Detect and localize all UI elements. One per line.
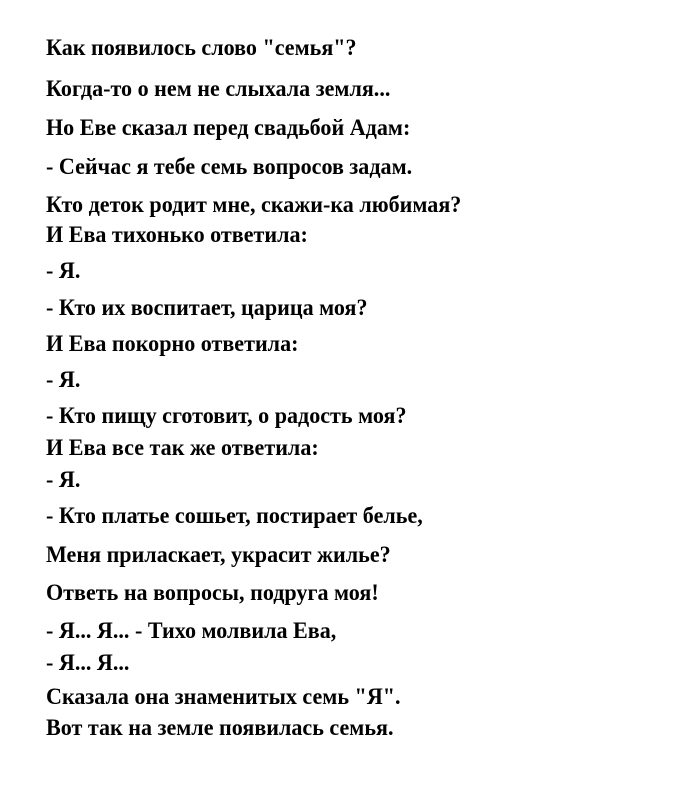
poem-line-16: Ответь на вопросы, подруга моя! (46, 580, 379, 606)
poem-line-9: И Ева покорно ответила: (46, 331, 299, 357)
poem-line-19: Сказала она знаменитых семь "Я". (46, 684, 401, 710)
poem-line-10: - Я. (46, 367, 81, 393)
poem-line-15: Меня приласкает, украсит жилье? (46, 542, 391, 568)
poem-line-18: - Я... Я... (46, 650, 130, 676)
poem-line-14: - Кто платье сошьет, постирает белье, (46, 503, 423, 529)
poem-line-1: Как появилось слово "семья"? (46, 35, 357, 61)
poem-line-13: - Я. (46, 467, 81, 493)
poem-line-20: Вот так на земле появилась семья. (46, 715, 394, 741)
poem-line-12: И Ева все так же ответила: (46, 435, 319, 461)
poem-line-5: Кто деток родит мне, скажи-ка любимая? (46, 192, 462, 218)
poem-line-6: И Ева тихонько ответила: (46, 222, 308, 248)
poem-line-3: Но Еве сказал перед свадьбой Адам: (46, 115, 411, 141)
poem-line-8: - Кто их воспитает, царица моя? (46, 295, 368, 321)
poem-line-4: - Сейчас я тебе семь вопросов задам. (46, 154, 413, 180)
poem-line-7: - Я. (46, 258, 81, 284)
poem-line-2: Когда-то о нем не слыхала земля... (46, 76, 391, 102)
poem-line-11: - Кто пищу сготовит, о радость моя? (46, 403, 407, 429)
poem-line-17: - Я... Я... - Тихо молвила Ева, (46, 618, 337, 644)
